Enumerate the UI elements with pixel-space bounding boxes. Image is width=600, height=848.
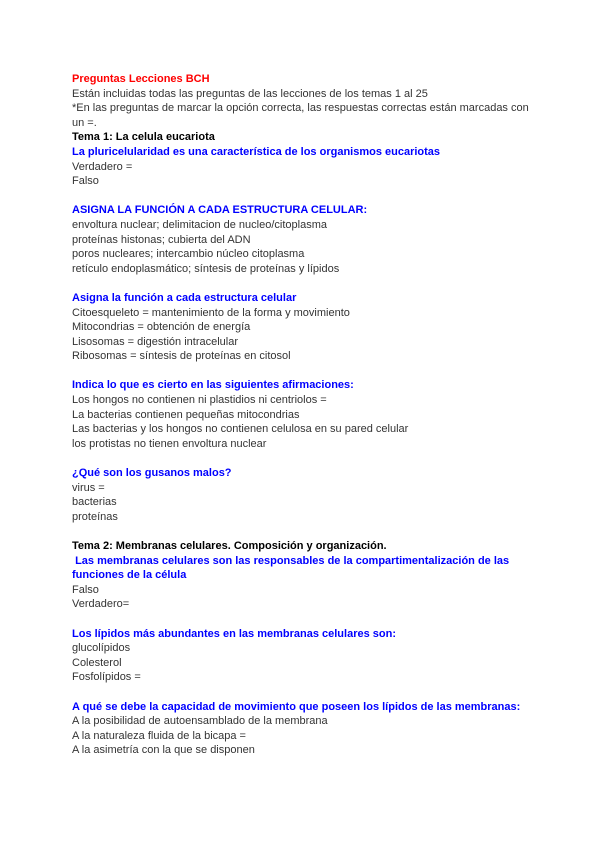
answer-option: retículo endoplasmático; síntesis de proteínas y lípidos [72,262,340,275]
answer-option: Mitocondrias = obtención de energía [72,321,251,334]
answer-option: poros nucleares; intercambio núcleo citoplasma [72,248,305,261]
answer-option: A la asimetría con la que se disponen [72,744,255,757]
answer-option: Fosfolípidos = [72,671,141,684]
answer-option: Verdadero= [72,598,130,611]
question-1: La pluricelularidad es una característica de los organismos eucariotas [72,145,441,158]
answer-option: Colesterol [72,656,122,669]
answer-option: Las bacterias y los hongos no contienen celulosa en su pared celular [72,423,409,436]
intro-text: Están incluidas todas las preguntas de las lecciones de los temas 1 al 25 [72,87,428,100]
answer-option: proteínas [72,510,118,523]
answer-option: La bacterias contienen pequeñas mitocondrias [72,408,300,421]
question-2: ASIGNA LA FUNCIÓN A CADA ESTRUCTURA CELULAR: [72,204,368,217]
answer-option: Verdadero = [72,160,133,173]
answer-option: Falso [72,175,99,188]
answer-option: envoltura nuclear; delimitacion de nucleo/citoplasma [72,218,327,231]
answer-option: los protistas no tienen envoltura nuclear [72,437,267,450]
question-5: ¿Qué son los gusanos malos? [72,467,232,480]
answer-option: Ribosomas = síntesis de proteínas en citosol [72,350,291,363]
tema-1-heading: Tema 1: La celula eucariota [72,131,215,144]
question-6: Las membranas celulares son las responsables de la compartimentalización de las funciones de la célula [72,554,513,582]
document-page [72,72,542,758]
question-3: Asigna la función a cada estructura celular [72,291,297,304]
intro-note: *En las preguntas de marcar la opción correcta, las respuestas correctas están marcadas con un =. [72,102,529,129]
tema-2-heading: Tema 2: Membranas celulares. Composición y organización. [72,540,387,552]
answer-option: Falso [72,583,99,596]
answer-option: A la posibilidad de autoensamblado de la membrana [72,715,328,728]
answer-option: Los hongos no contienen ni plastidios ni centriolos = [72,394,327,407]
question-8: A qué se debe la capacidad de movimiento que poseen los lípidos de las membranas: [72,700,521,713]
answer-option: bacterias [72,496,117,509]
answer-option: Citoesqueleto = mantenimiento de la forma y movimiento [72,306,350,319]
answer-option: proteínas histonas; cubierta del ADN [72,233,251,246]
answer-option: glucolípidos [72,642,131,655]
answer-option: Lisosomas = digestión intracelular [72,335,239,348]
answer-option: virus = [72,481,105,494]
question-7: Los lípidos más abundantes en las membranas celulares son: [72,627,396,640]
document-title: Preguntas Lecciones BCH [72,73,210,85]
answer-option: A la naturaleza fluida de la bicapa = [72,729,246,742]
question-4: Indica lo que es cierto en las siguientes afirmaciones: [72,379,354,392]
